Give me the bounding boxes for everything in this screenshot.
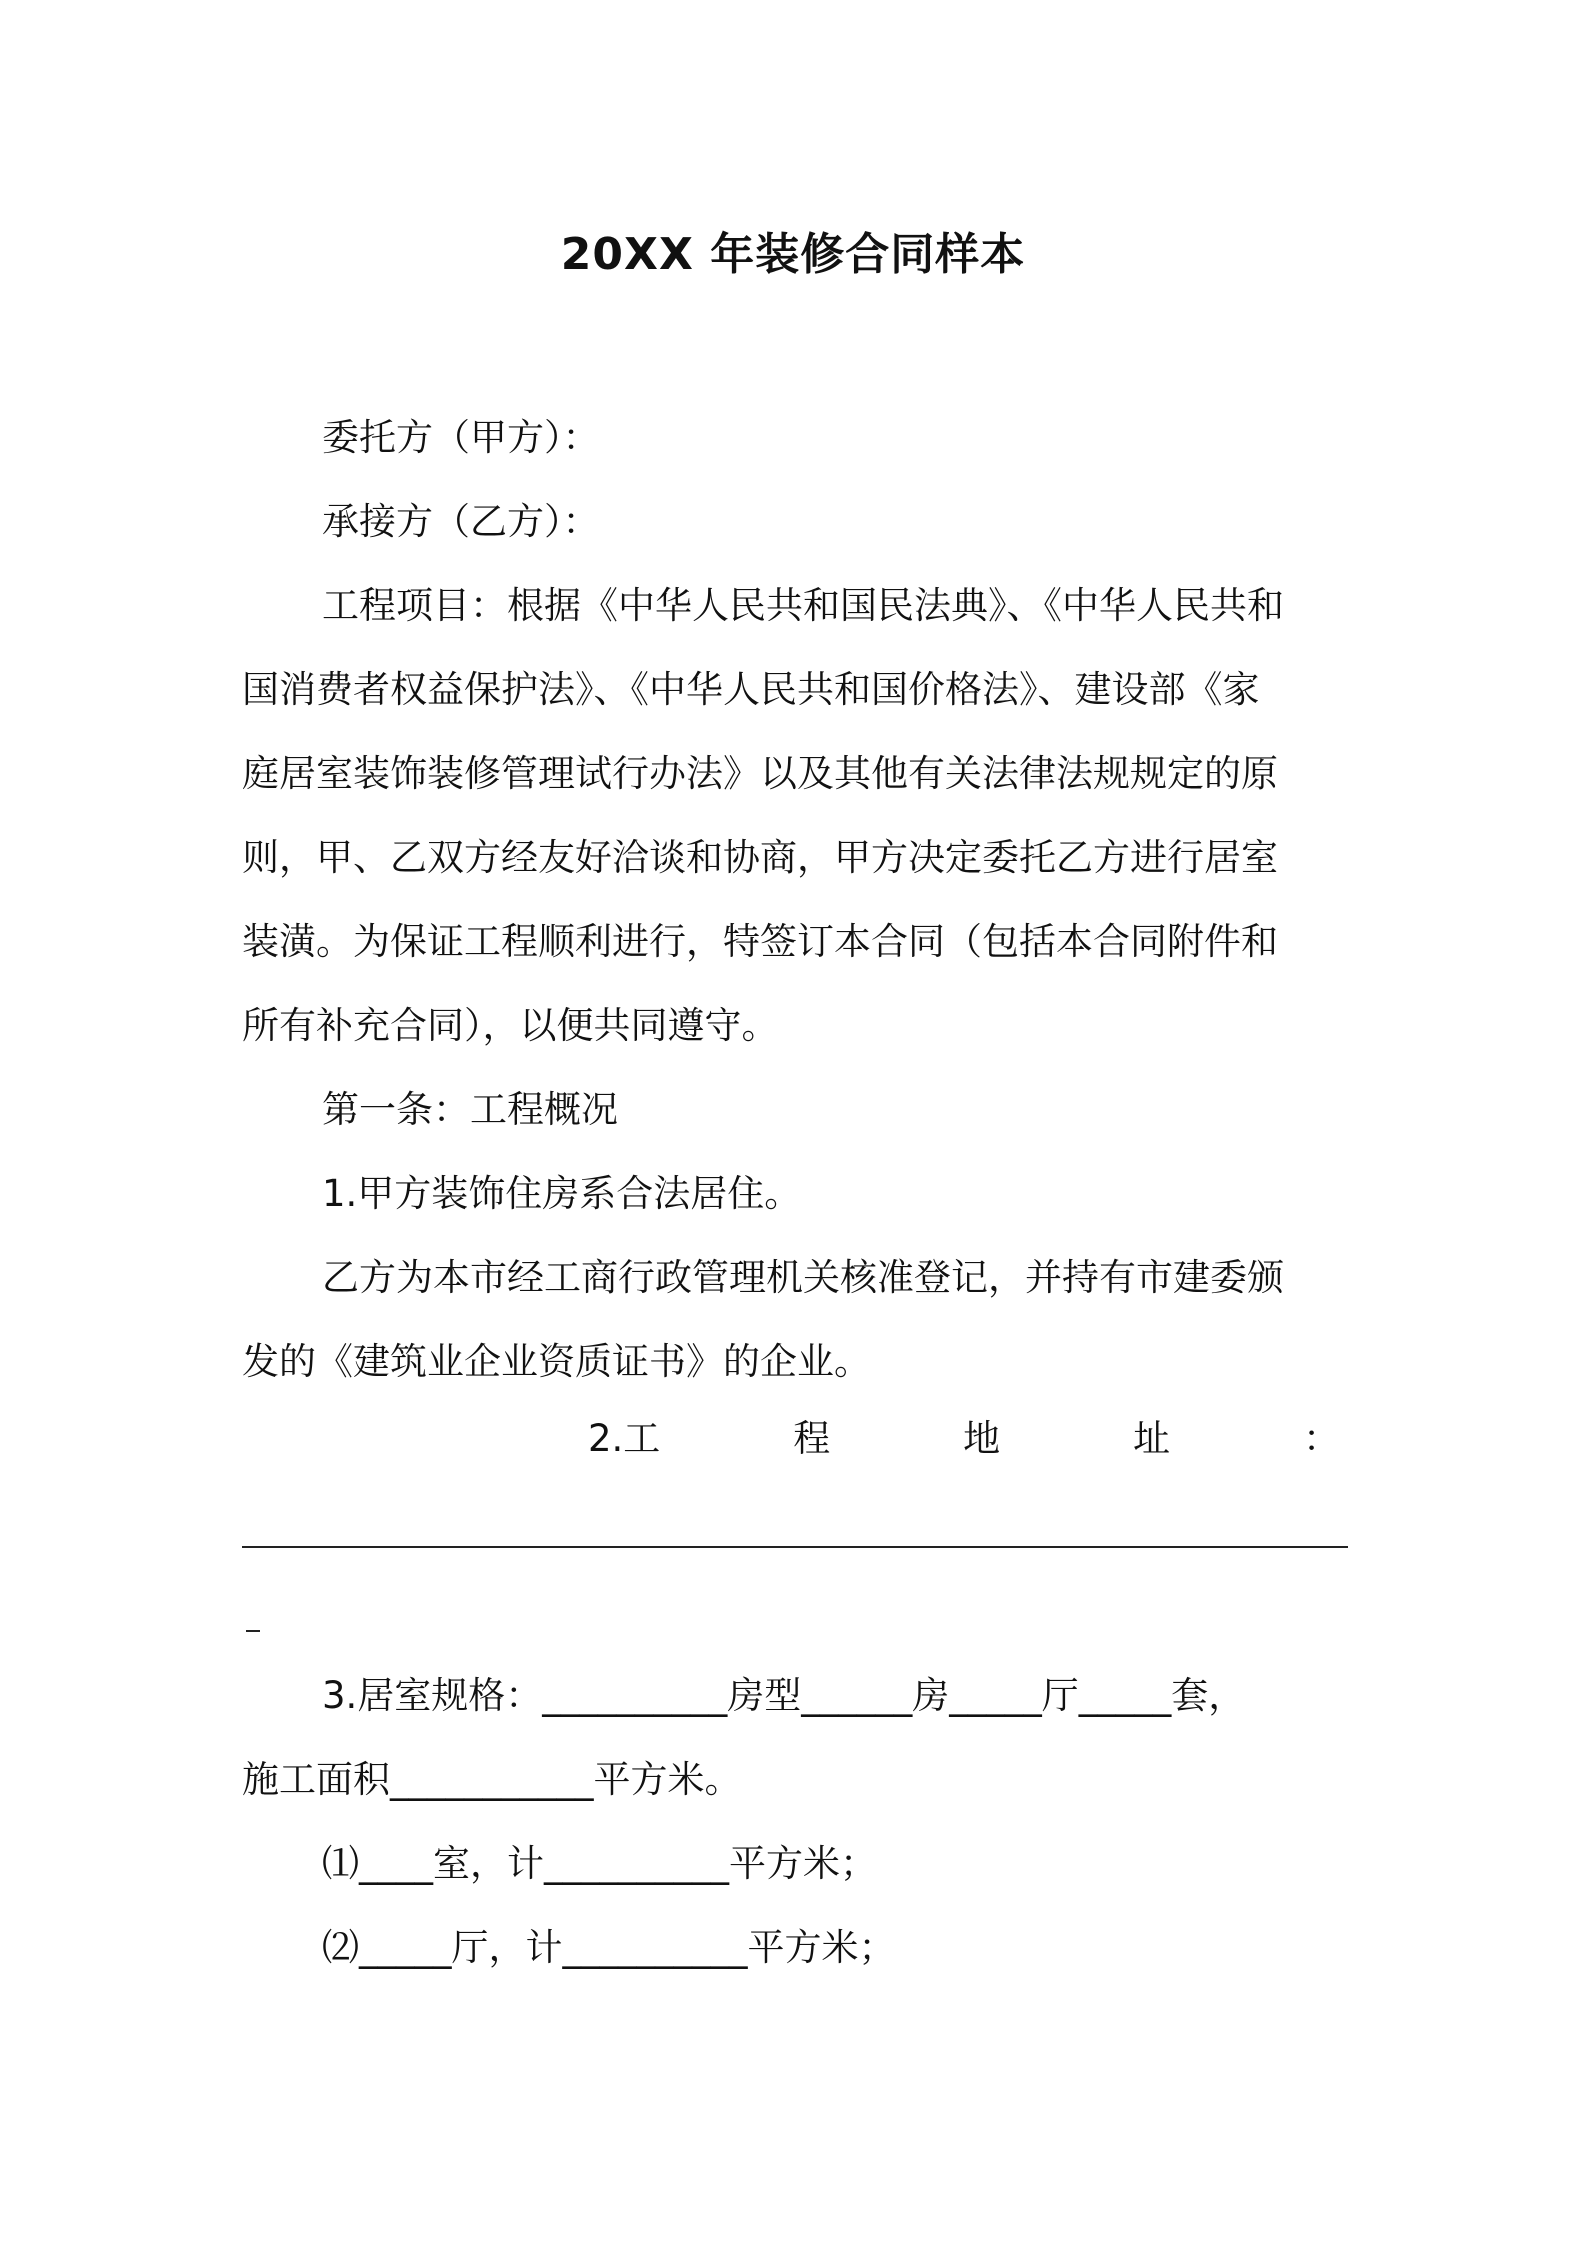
project-paragraph-line-6: 所有补充合同），以便共同遵守。: [242, 1004, 779, 1047]
document-title: 20XX 年装修合同样本: [560, 229, 1026, 280]
address-label-part-1: 2.工: [588, 1417, 661, 1460]
project-paragraph-line-4: 则，甲、乙双方经友好洽谈和协商，甲方决定委托乙方进行居室: [242, 836, 1278, 879]
address-label-part-5: ：: [1303, 1417, 1340, 1460]
project-paragraph-line-5: 装潢。为保证工程顺利进行，特签订本合同（包括本合同附件和: [242, 920, 1278, 963]
project-address-label: [588, 1413, 1340, 1465]
room-spec-line-1: 3.居室规格：__________房型______房_____厅_____套，: [322, 1674, 1246, 1717]
room-item-2: ⑵_____厅，计__________平方米；: [322, 1926, 896, 1969]
project-paragraph-line-2: 国消费者权益保护法》、《中华人民共和国价格法》、建设部《家: [242, 668, 1260, 711]
address-blank-line-continuation: [246, 1630, 260, 1632]
project-paragraph-line-1: 工程项目：根据《中华人民共和国民法典》、《中华人民共和: [322, 584, 1284, 627]
room-item-1: ⑴____室，计__________平方米；: [322, 1842, 877, 1885]
article-1-heading: 第一条：工程概况: [322, 1088, 618, 1131]
address-label-part-3: 地: [963, 1417, 1001, 1460]
party-b-label: 承接方（乙方）：: [322, 500, 600, 543]
contractor-paragraph-line-1: 乙方为本市经工商行政管理机关核准登记，并持有市建委颁: [322, 1256, 1284, 1299]
project-paragraph-line-3: 庭居室装饰装修管理试行办法》以及其他有关法律法规规定的原: [242, 752, 1278, 795]
address-label-part-4: 址: [1133, 1417, 1171, 1460]
party-a-label: 委托方（甲方）：: [322, 416, 600, 459]
room-spec-line-2: 施工面积___________平方米。: [242, 1758, 742, 1801]
address-label-part-2: 程: [793, 1417, 831, 1460]
contractor-paragraph-line-2: 发的《建筑业企业资质证书》的企业。: [242, 1340, 871, 1383]
address-blank-line: [242, 1546, 1348, 1548]
item-1-text: 1.甲方装饰住房系合法居住。: [322, 1172, 802, 1215]
